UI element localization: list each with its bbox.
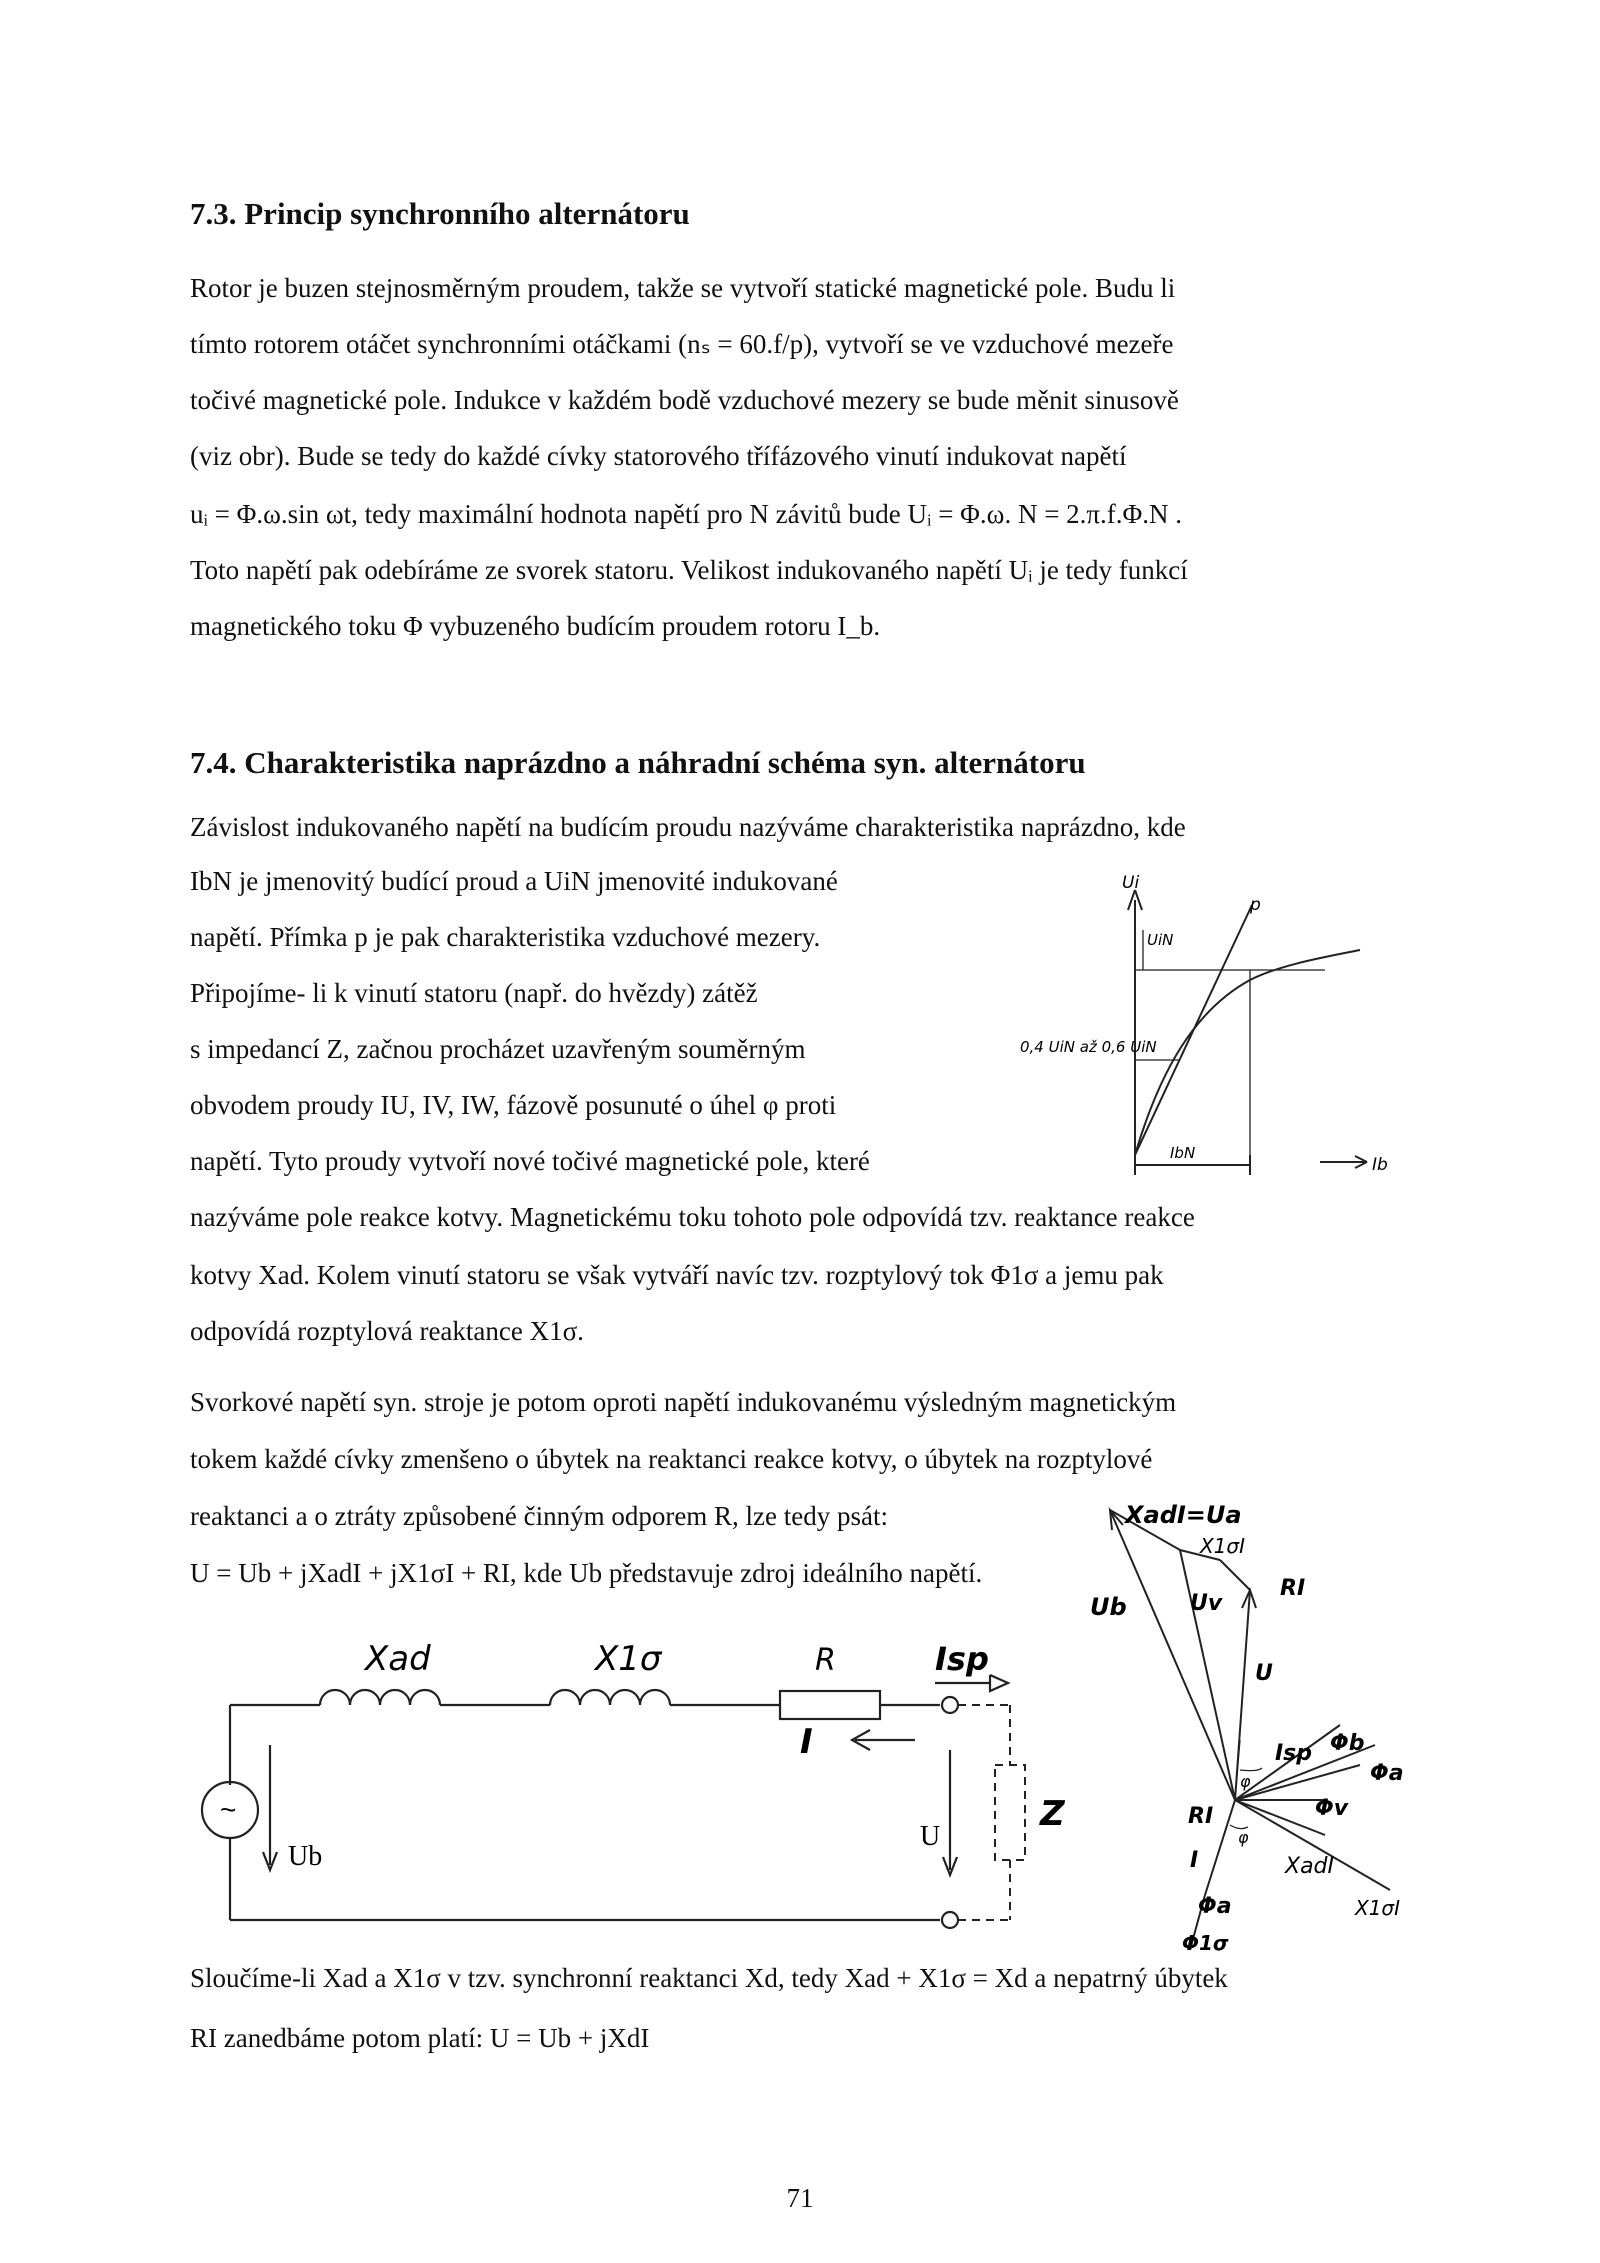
phi-angle-arc [1240, 1768, 1262, 1771]
ub-label: Ub [288, 1841, 323, 1872]
paragraph-line: tokem každé cívky zmenšeno o úbytek na reaktanci reakce kotvy, o úbytek na rozptylové [190, 1444, 1153, 1474]
uin-label: UiN [1147, 931, 1174, 949]
i-label: I [1190, 1848, 1199, 1873]
xad-label: Xad [365, 1639, 431, 1679]
paragraph-line: Toto napětí pak odebíráme ze svorek statoru. Velikost indukovaného napětí Uᵢ je tedy funkcí [190, 555, 1188, 585]
xadi-lower-label: XadI [1285, 1854, 1335, 1879]
p-label: p [1250, 895, 1261, 915]
u-label: U [1255, 1661, 1273, 1686]
isp-label: Isp [1275, 1741, 1313, 1766]
paragraph-line: U = Ub + jXadI + jX1σI + RI, kde Ub představuje zdroj ideálního napětí. [190, 1558, 983, 1588]
load-impedance-z [995, 1765, 1025, 1860]
i-label: I [800, 1722, 813, 1762]
paragraph-line: IbN je jmenovitý budící proud a UiN jmenovité indukované [190, 866, 838, 896]
section-heading-7-4: 7.4. Charakteristika naprázdno a náhradní schéma syn. alternátoru [190, 745, 1086, 780]
paragraph-line: Rotor je buzen stejnosměrným proudem, takže se vytvoří statické magnetické pole. Budu li [190, 273, 1176, 303]
isp-arrow-head [990, 1675, 1008, 1691]
isp-label: Isp [935, 1640, 989, 1678]
ri-label: RI [1188, 1804, 1214, 1829]
paragraph-line: nazýváme pole reakce kotvy. Magnetickému toku tohoto pole odpovídá tzv. reaktance reakce [190, 1202, 1195, 1232]
no-load-curve [1135, 950, 1360, 1155]
ui-label: Ui [1122, 873, 1140, 893]
paragraph-line: uᵢ = Φ.ω.sin ωt, tedy maximální hodnota napětí pro N závitů bude Uᵢ = Φ.ω. N = 2.π.f.Φ.N . [190, 499, 1183, 529]
z-label: Z [1040, 1794, 1065, 1834]
no-load-characteristic-figure [1020, 870, 1420, 1210]
paragraph-line: napětí. Tyto proudy vytvoří nové točivé magnetické pole, které [190, 1146, 870, 1176]
y-axis-arrow [1135, 890, 1142, 910]
phi1s-label: Φ1σ [1182, 1931, 1229, 1955]
uv-label: Uv [1190, 1591, 1223, 1616]
paragraph-line: RI zanedbáme potom platí: U = Ub + jXdI [190, 2023, 650, 2053]
paragraph-line: odpovídá rozptylová reaktance X1σ. [190, 1316, 584, 1346]
level-label: 0,4 UiN až 0,6 UiN [1020, 1038, 1157, 1056]
paragraph-line: (viz obr). Bude se tedy do každé cívky statorového třífázového vinutí indukovat napětí [190, 441, 1127, 471]
terminal [942, 1912, 958, 1928]
paragraph-line: Svorkové napětí syn. stroje je potom oproti napětí indukovanému výsledným magnetickým [190, 1387, 1177, 1417]
paragraph-line: točivé magnetické pole. Indukce v každém bodě vzduchové mezery se bude měnit sinusově [190, 385, 1179, 415]
x1s-label: X1σ [595, 1639, 662, 1679]
paragraph-line: obvodem proudy IU, IV, IW, fázově posunuté o úhel φ proti [190, 1090, 837, 1120]
paragraph-line: Připojíme- li k vinutí statoru (např. do hvězdy) zátěž [190, 978, 758, 1008]
phasor-diagram-figure [1090, 1495, 1460, 1965]
paragraph-line: Sloučíme-li Xad a X1σ v tzv. synchronní reaktanci Xd, tedy Xad + X1σ = Xd a nepatrný úbytek [190, 1963, 1228, 1993]
page-number: 71 [786, 2183, 814, 2213]
xadi-ua-label: XadI=Ua [1125, 1501, 1242, 1529]
phia-lower-label: Φa [1198, 1894, 1232, 1919]
ibn-label: IbN [1170, 1144, 1196, 1162]
source-symbol: ~ [220, 1794, 237, 1825]
paragraph-line: Závislost indukovaného napětí na budícím proudu nazýváme charakteristika naprázdno, kde [190, 812, 1186, 842]
phib-label: Φb [1330, 1731, 1365, 1756]
phiv-label: Φv [1315, 1796, 1349, 1821]
phi-angle-label: φ [1238, 1828, 1249, 1847]
paragraph-line: s impedancí Z, začnou procházet uzavřeným souměrným [190, 1034, 806, 1064]
x1si-lower-label: X1σI [1355, 1896, 1400, 1920]
phi-angle-line [1235, 1740, 1240, 1800]
ri-phasor [1220, 1560, 1250, 1590]
ib-label: Ib [1372, 1155, 1388, 1175]
paragraph-line: napětí. Přímka p je pak charakteristika vzduchové mezery. [190, 922, 821, 952]
phi-angle-label: φ [1240, 1772, 1251, 1791]
paragraph-line: reaktanci a o ztráty způsobené činným odporem R, lze tedy psát: [190, 1501, 889, 1531]
phia-right-label: Φa [1370, 1761, 1404, 1786]
resistor-r [780, 1691, 880, 1719]
x1s-inductor [550, 1690, 670, 1705]
y-axis-arrow [1128, 890, 1135, 910]
xad-inductor [320, 1690, 440, 1705]
terminal [942, 1697, 958, 1713]
ri-top-label: RI [1280, 1576, 1306, 1601]
r-label: R [815, 1643, 836, 1678]
paragraph-line: magnetického toku Φ vybuzeného budícím proudem rotoru I_b. [190, 611, 881, 641]
u-label: U [920, 1821, 941, 1852]
uv-phasor [1180, 1550, 1235, 1800]
equivalent-circuit-figure [190, 1615, 1090, 1945]
ub-label: Ub [1090, 1593, 1127, 1621]
section-heading-7-3: 7.3. Princip synchronního alternátoru [190, 196, 690, 231]
paragraph-line: kotvy Xad. Kolem vinutí statoru se však vytváří navíc tzv. rozptylový tok Φ1σ a jemu pak [190, 1260, 1164, 1290]
x1si-top-label: X1σI [1200, 1534, 1245, 1558]
paragraph-line: tímto rotorem otáčet synchronními otáčkami (nₛ = 60.f/p), vytvoří se ve vzduchové mezeře [190, 329, 1174, 359]
